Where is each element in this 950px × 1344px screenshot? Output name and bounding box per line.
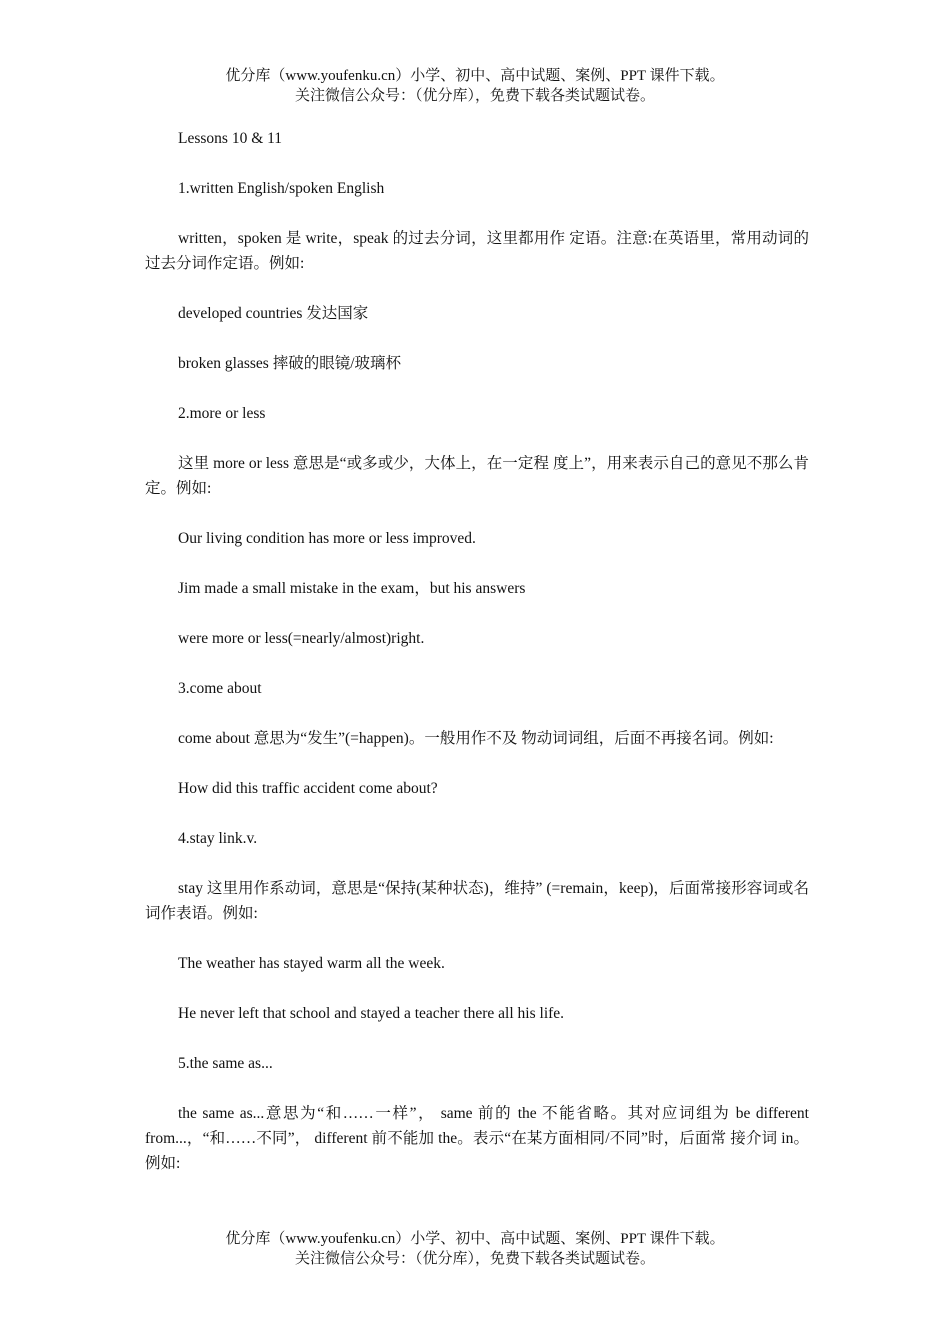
header-line-1: 优分库（www.youfenku.cn）小学、初中、高中试题、案例、PPT 课件下载。 <box>225 68 725 84</box>
footer-line-1: 优分库（www.youfenku.cn）小学、初中、高中试题、案例、PPT 课件下载。 <box>225 1231 725 1247</box>
page-header <box>0 66 950 106</box>
paragraph: written，spoken 是 write，speak 的过去分词，这里都用作 定语。注意:在英语里，常用动词的过去分词作定语。例如: <box>145 230 809 272</box>
page-footer <box>0 1229 950 1269</box>
section-heading-5: 5.the same as... <box>178 1055 273 1072</box>
section-heading-1: 1.written English/spoken English <box>178 180 385 197</box>
lesson-title: Lessons 10 & 11 <box>178 130 283 147</box>
header-line-2: 关注微信公众号：（优分库），免费下载各类试题试卷。 <box>294 88 655 104</box>
paragraph: the same as...意思为“和……一样”， same 前的 the 不能省略。其对应词组为 be different from...，“和……不同”， different 前不能加 the。表示“在某方面相同/不同”时，后面常 接介词 in。例如: <box>145 1105 809 1172</box>
footer-line-2: 关注微信公众号：（优分库），免费下载各类试题试卷。 <box>294 1251 655 1267</box>
section-heading-4: 4.stay link.v. <box>178 830 258 847</box>
section-heading-3: 3.come about <box>178 680 262 697</box>
example-line: developed countries 发达国家 <box>178 305 369 322</box>
example-line: Our living condition has more or less improved. <box>178 530 476 547</box>
example-line: were more or less(=nearly/almost)right. <box>178 630 425 647</box>
paragraph: stay 这里用作系动词，意思是“保持(某种状态)，维持” (=remain，keep)，后面常接形容词或名词作表语。例如: <box>145 880 809 922</box>
example-line: broken glasses 摔破的眼镜/玻璃杯 <box>178 355 402 372</box>
example-line: He never left that school and stayed a teacher there all his life. <box>178 1005 565 1022</box>
document-body <box>145 126 809 1201</box>
section-heading-2: 2.more or less <box>178 405 266 422</box>
paragraph: come about 意思为“发生”(=happen)。一般用作不及 物动词词组，后面不再接名词。例如: <box>178 730 774 747</box>
example-line: How did this traffic accident come about? <box>178 780 438 797</box>
example-line: The weather has stayed warm all the week. <box>178 955 445 972</box>
paragraph: 这里 more or less 意思是“或多或少，大体上，在一定程 度上”，用来表示自己的意见不那么肯定。例如: <box>145 455 809 497</box>
example-line: Jim made a small mistake in the exam，but his answers <box>178 580 526 597</box>
